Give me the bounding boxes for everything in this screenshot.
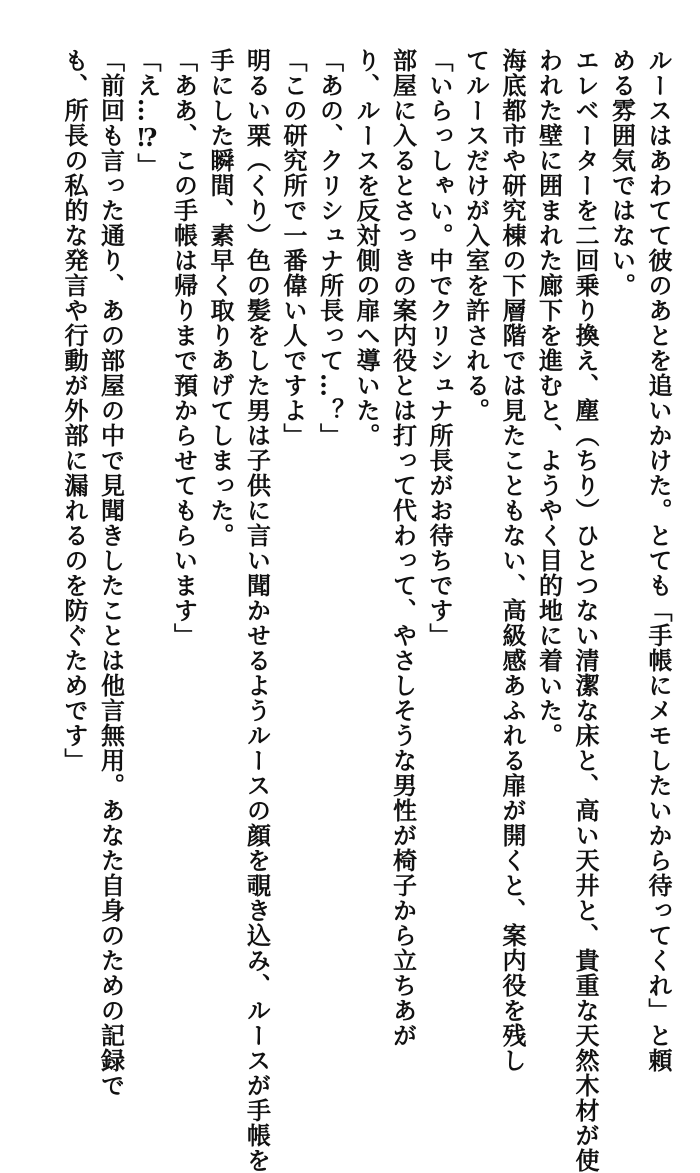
text-line: 「この研究所で一番偉い人ですよ」 (279, 48, 308, 448)
text-line: われた壁に囲まれた廊下を進むと、ようやく目的地に着いた。 (534, 48, 564, 748)
text-line: エレベーターを二回乗り換え、塵（ちり）ひとつない清潔な床と、高い天井と、貴重な天然木材が使 (571, 48, 600, 1173)
text-line: ルースはあわてて彼のあとを追いかけた。とても「手帳にメモしたいから待ってくれ」と頼 (644, 48, 673, 1073)
text-line: り、ルースを反対側の扉へ導いた。 (352, 48, 381, 448)
text-line: 「え…⁉」 (133, 48, 162, 178)
text-line: 部屋に入るとさっきの案内役とは打って代わって、やさしそうな男性が椅子から立ちあが (388, 48, 418, 1048)
text-line: める雰囲気ではない。 (607, 48, 637, 298)
text-line: 手にした瞬間、素早く取りあげてしまった。 (206, 48, 235, 548)
text-line: 海底都市や研究棟の下層階では見たこともない、高級感あふれる扉が開くと、案内役を残し (498, 48, 527, 1073)
text-line: 「いらっしゃい。中でクリシュナ所長がお待ちです」 (425, 48, 454, 648)
text-line: てルースだけが入室を許される。 (461, 48, 491, 423)
vertical-text-column (56, 48, 677, 1173)
text-line: 「前回も言った通り、あの部屋の中で見聞きしたことは他言無用。あなた自身のための記録で (96, 48, 126, 1098)
text-line: 明るい栗（くり）色の髪をした男は子供に言い聞かせるようルースの顔を覗き込み、ルースが手帳を (242, 48, 272, 1173)
text-line: 「ああ、この手帳は帰りまで預からせてもらいます」 (169, 48, 199, 648)
text-line: 「あの、クリシュナ所長って…？」 (315, 48, 345, 448)
text-line: も、所長の私的な発言や行動が外部に漏れるのを防ぐためです」 (60, 48, 89, 773)
